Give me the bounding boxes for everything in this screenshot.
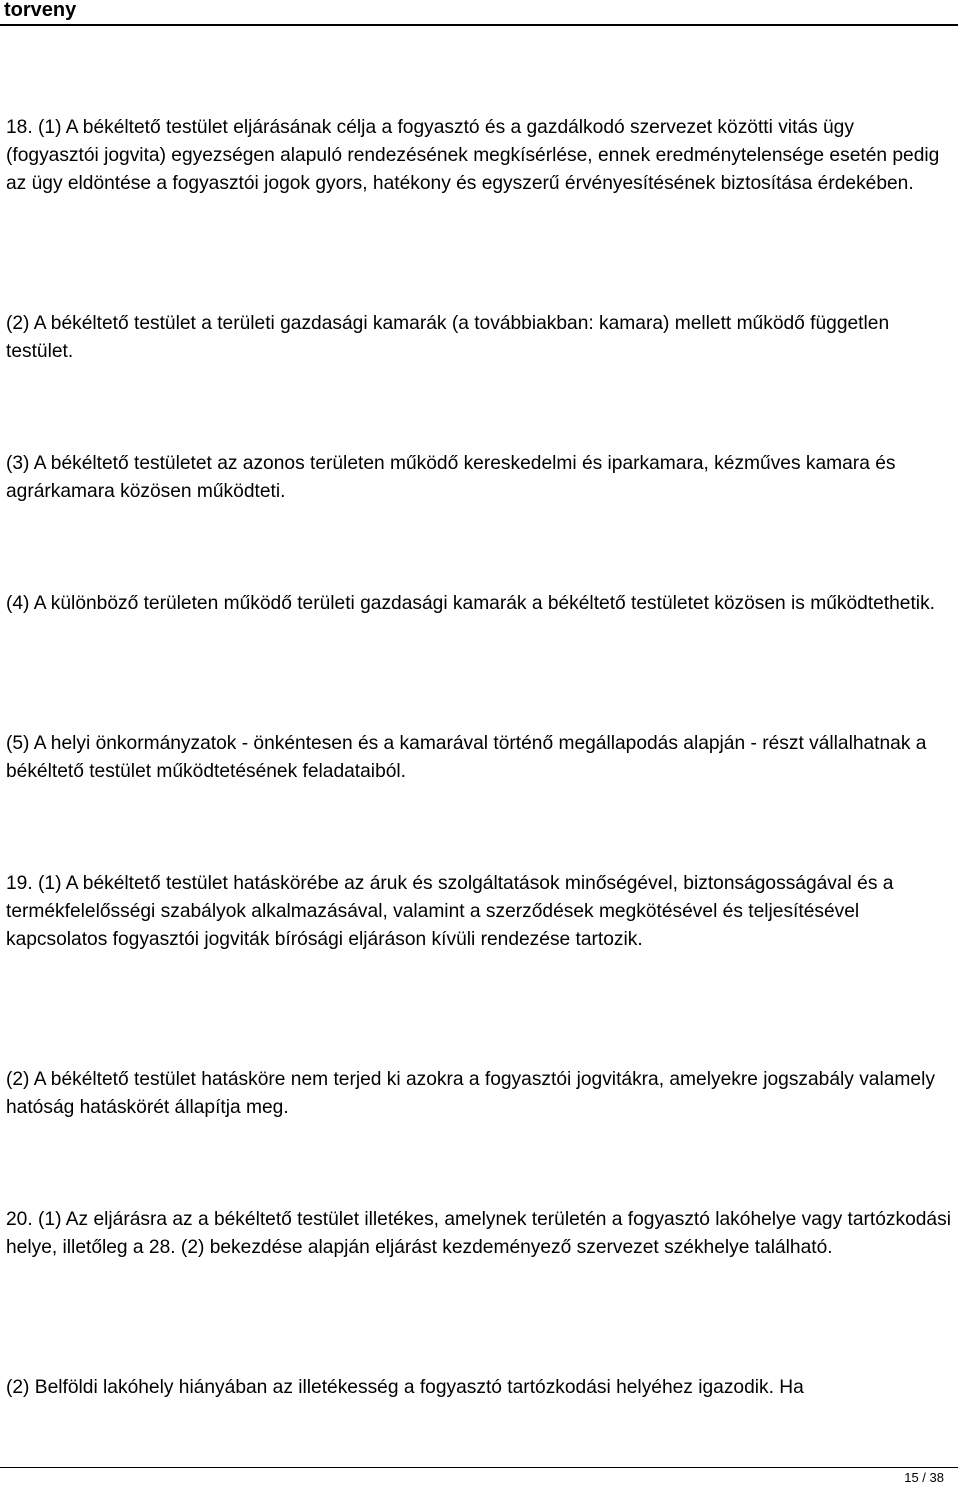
section-18-paragraph-4: (4) A különböző területen működő területi gazdasági kamarák a békéltető testületet közösen is működtethetik. — [6, 593, 935, 614]
footer-divider — [0, 1467, 958, 1468]
page-number: 15 / 38 — [904, 1470, 944, 1485]
section-18-paragraph-2: (2) A békéltető testület a területi gazdasági kamarák (a továbbiakban: kamara) mellett működő független testület. — [6, 313, 890, 362]
section-19-paragraph-1: 19. (1) A békéltető testület hatáskörébe az áruk és szolgáltatások minőségével, biztonságosságával és a termékfelelősségi szabályok alkalmazásával, valamint a szerződések megkötésével és teljesítésével kapcsolatos fogyasztói jogviták bírósági eljáráson kívüli rendezése tartozik. — [6, 873, 894, 950]
section-20-paragraph-2: (2) Belföldi lakóhely hiányában az illetékesség a fogyasztó tartózkodási helyéhez igazodik. Ha — [6, 1377, 804, 1398]
section-19-paragraph-2: (2) A békéltető testület hatásköre nem terjed ki azokra a fogyasztói jogvitákra, amelyekre jogszabály valamely hatóság hatáskörét állapítja meg. — [6, 1069, 935, 1118]
section-18-paragraph-3: (3) A békéltető testületet az azonos területen működő kereskedelmi és iparkamara, kézműves kamara és agrárkamara közösen működteti. — [6, 453, 896, 502]
document-header — [0, 0, 960, 27]
section-18-paragraph-1: 18. (1) A békéltető testület eljárásának célja a fogyasztó és a gazdálkodó szervezet közötti vitás ügy (fogyasztói jogvita) egyezségen alapuló rendezésének megkísérlése, ennek eredménytelensége esetén pedig az ügy eldöntése a fogyasztói jogok gyors, hatékony és egyszerű érvényesítésének biztosítása érdekében. — [6, 117, 940, 194]
document-title: torveny — [4, 0, 77, 21]
section-18-paragraph-5: (5) A helyi önkormányzatok - önkéntesen és a kamarával történő megállapodás alapján - részt vállalhatnak a békéltető testület működtetésének feladataiból. — [6, 733, 927, 782]
header-divider — [0, 24, 958, 26]
section-20-paragraph-1: 20. (1) Az eljárásra az a békéltető testület illetékes, amelynek területén a fogyasztó lakóhelye vagy tartózkodási helye, illetőleg a 28. (2) bekezdése alapján eljárást kezdeményező szervezet székhelye található. — [6, 1209, 951, 1258]
